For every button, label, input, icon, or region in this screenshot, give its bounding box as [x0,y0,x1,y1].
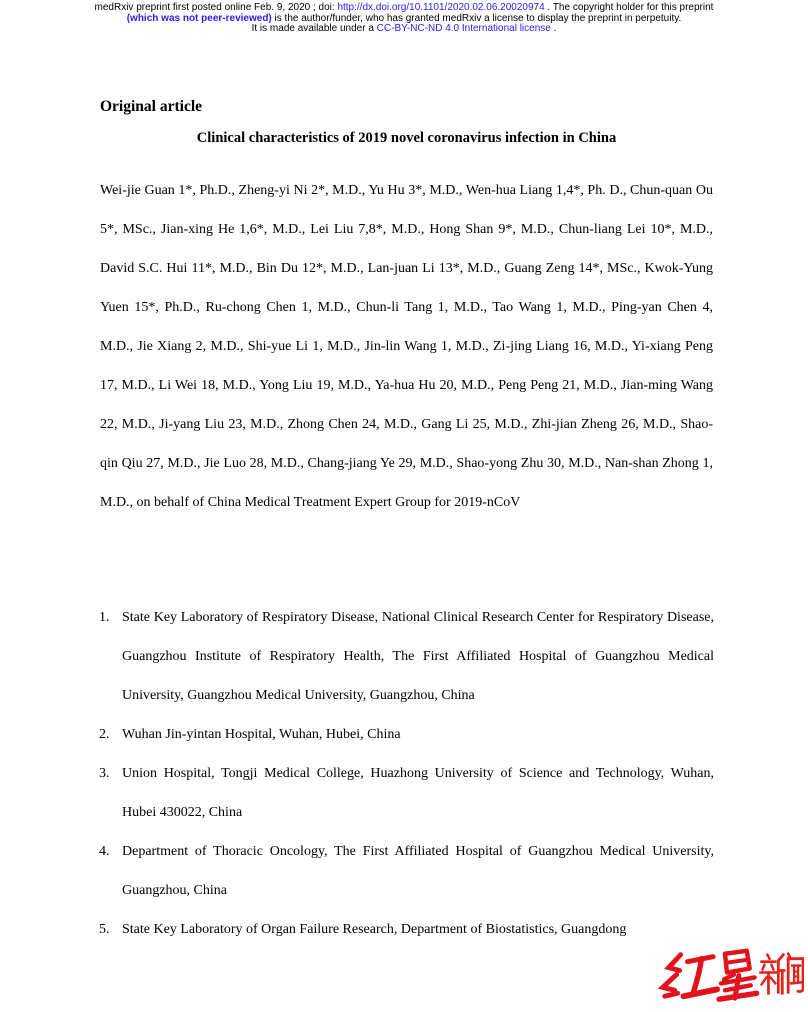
section-label: Original article [100,98,203,115]
disclaimer-line-3-tail: . [550,23,557,34]
doi-link[interactable]: http://dx.doi.org/10.1101/2020.02.06.20020974 [337,2,545,13]
affiliation-number: 1. [99,610,110,625]
affiliation-text: Union Hospital, Tongji Medical College, Huazhong University of Science and Technology, Wuhan, Hubei 430022, China [122,766,714,820]
affiliation-text: Department of Thoracic Oncology, The First Affiliated Hospital of Guangzhou Medical University, Guangzhou, China [122,844,714,898]
affiliation-number: 3. [99,766,110,781]
medrxiv-disclaimer [0,3,808,35]
disclaimer-line-3-text: It is made available under a [251,23,377,34]
disclaimer-line-1-tail: . The copyright holder for this preprint [544,2,714,13]
affiliation-text: Wuhan Jin-yintan Hospital, Wuhan, Hubei, China [122,727,401,742]
red-star-news-logo-icon [646,946,804,1002]
affiliation-text: State Key Laboratory of Organ Failure Research, Department of Biostatistics, Guangdong [122,922,627,937]
affiliation-number: 4. [99,844,110,859]
disclaimer-line-3 [0,24,808,35]
affiliation-item [99,598,714,715]
affiliation-item [99,832,714,910]
affiliation-item [99,754,714,832]
xing-char [719,951,757,999]
disclaimer-line-1-text: medRxiv preprint first posted online Feb. 9, 2020 ; doi: [94,2,338,13]
xin-char [761,955,785,994]
disclaimer-line-2-tail: is the author/funder, who has granted medRxiv a license to display the preprint in perpetuity. [271,12,682,24]
wen-char [788,954,803,993]
affiliation-text: State Key Laboratory of Respiratory Disease, National Clinical Research Center for Respiratory Disease, Guangzhou Institute of Respiratory Health, The First Affiliated Hospital of Guangzhou Medical University, Guangzhou Medical University, Guangzhou, China [122,610,714,703]
hong-char [663,955,717,996]
not-peer-reviewed-note: (which was not peer-reviewed) [126,12,272,24]
license-link[interactable]: CC-BY-NC-ND 4.0 International license [376,23,551,34]
authors-paragraph: Wei-jie Guan 1*, Ph.D., Zheng-yi Ni 2*, M.D., Yu Hu 3*, M.D., Wen-hua Liang 1,4*, Ph. D., Chun-quan Ou 5*, MSc., Jian-xing He 1,6*, M.D., Lei Liu 7,8*, M.D., Hong Shan 9*, M.D., Chun-liang Lei 10*, M.D., David S.C. Hui 11*, M.D., Bin Du 12*, M.D., Lan-juan Li 13*, M.D., Guang Zeng 14*, MSc., Kwok-Yung Yuen 15*, Ph.D., Ru-chong Chen 1, M.D., Chun-li Tang 1, M.D., Tao Wang 1, M.D., Ping-yan Chen 4, M.D., Jie Xiang 2, M.D., Shi-yue Li 1, M.D., Jin-lin Wang 1, M.D., Zi-jing Liang 16, M.D., Yi-xiang Peng 17, M.D., Li Wei 18, M.D., Yong Liu 19, M.D., Ya-hua Hu 20, M.D., Peng Peng 21, M.D., Jian-ming Wang 22, M.D., Ji-yang Liu 23, M.D., Zhong Chen 24, M.D., Gang Li 25, M.D., Zhi-jian Zheng 26, M.D., Shao-qin Qiu 27, M.D., Jie Luo 28, M.D., Chang-jiang Ye 29, M.D., Shao-yong Zhu 30, M.D., Nan-shan Zhong 1, M.D., on behalf of China Medical Treatment Expert Group for 2019-nCoV [100,183,713,510]
affiliation-item [99,715,714,754]
affiliation-number: 5. [99,922,110,937]
affiliations-list [99,598,714,949]
article-title: Clinical characteristics of 2019 novel coronavirus infection in China [196,130,617,146]
affiliation-number: 2. [99,727,110,742]
affiliation-item [99,910,714,949]
